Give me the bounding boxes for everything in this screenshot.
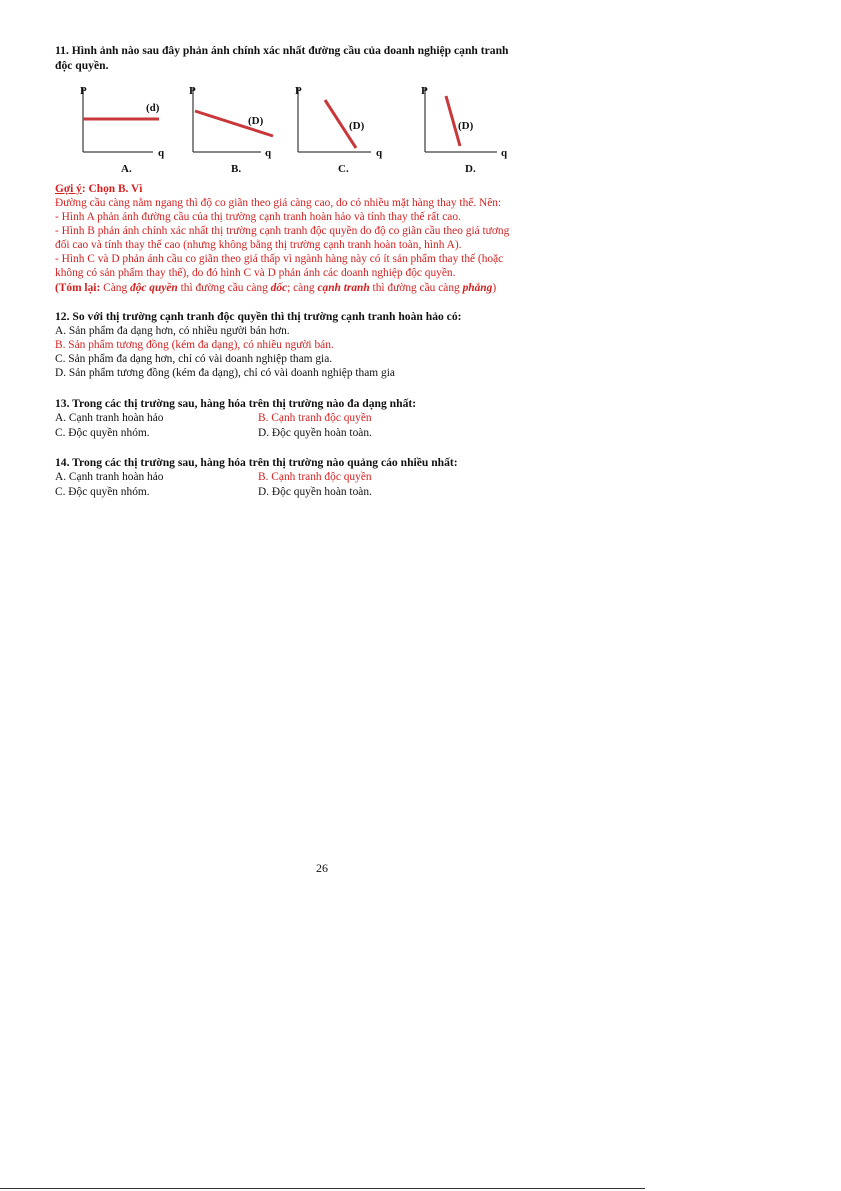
q14-title: 14. Trong các thị trường sau, hàng hóa trên thị trường nào quảng cáo nhiều nhất: [55,456,458,469]
summary-emph-4: phẳng [462,282,493,294]
footer-rule [0,1188,645,1189]
summary-emph-2: dốc [270,282,288,294]
q11-hint-heading [55,182,142,196]
q11-hint-line5: - Hình C và D phản ánh cầu co giãn theo giá thấp vì ngành hàng này có ít sản phẩm thay thế (hoặc [55,253,504,265]
summary-text-3: ; càng [287,282,318,294]
q11-hint-line3: - Hình B phản ánh chính xác nhất thị trường cạnh tranh độc quyền do độ co giãn cầu theo giá tương [55,225,510,237]
summary-text-1: Càng [100,282,130,294]
figure-a-q-label: q [158,147,165,159]
figure-d-q-label: q [501,147,508,159]
q12-option-a: A. Sản phẩm đa dạng hơn, có nhiều người bán hơn. [55,325,290,337]
figure-b-caption: B. [231,163,242,175]
q13-option-b: B. Cạnh tranh độc quyền [258,412,372,424]
summary-label: (Tóm lại: [55,282,101,294]
figure-d [421,85,508,175]
figure-b-q-label: q [265,147,272,159]
q11-hint-line6: không có sản phẩm thay thế), do đó hình C và D phản ánh các doanh nghiệp độc quyền. [55,267,456,279]
summary-emph-3: cạnh tranh [317,282,370,294]
figure-a [80,85,165,175]
q11-hint-line4: đối cao và tính thay thế cao (nhưng không bằng thị trường cạnh tranh hoàn toàn, hình A). [55,239,462,251]
figure-a-caption: A. [121,163,132,175]
q13-option-d: D. Độc quyền hoàn toàn. [258,427,372,439]
q12-title: 12. So với thị trường cạnh tranh độc quyền thì thị trường cạnh tranh hoàn hảo có: [55,310,462,323]
q11-demand-figures [55,82,535,178]
summary-text-5: ) [492,282,497,294]
q12-option-c: C. Sản phẩm đa dạng hơn, chỉ có vài doanh nghiệp tham gia. [55,353,333,365]
figure-b [189,85,273,175]
hint-answer: : Chọn B. Vì [81,183,143,195]
page-number: 26 [316,861,328,875]
q14-option-c: C. Độc quyền nhóm. [55,486,150,498]
figure-c [295,85,383,175]
figure-a-curve-label: (d) [146,102,160,114]
summary-emph-1: độc quyền [130,282,178,294]
q11-hint-line2: - Hình A phản ánh đường cầu của thị trường cạnh tranh hoàn hảo và tính thay thế rất cao. [55,211,461,223]
q14-option-a: A. Cạnh tranh hoàn hảo [55,471,164,483]
figure-c-caption: C. [338,163,349,175]
figure-c-p-label: P [295,85,302,97]
figure-d-p-label: P [421,85,428,97]
hint-label: Gợi ý [55,183,82,195]
q11-hint-line1: Đường cầu càng nằm ngang thì độ co giãn theo giá càng cao, do có nhiều mặt hàng thay thế. Nên: [55,197,502,209]
figure-b-p-label: P [189,85,196,97]
q11-title-line2: độc quyền. [55,59,109,72]
q13-option-a: A. Cạnh tranh hoàn hảo [55,412,164,424]
q12-option-d: D. Sản phẩm tương đồng (kém đa dạng), chỉ có vài doanh nghiệp tham gia [55,367,395,379]
q12-option-b: B. Sản phẩm tương đồng (kém đa dạng), có nhiều người bán. [55,339,334,351]
figure-c-q-label: q [376,147,383,159]
q11-summary [55,281,496,295]
figure-d-caption: D. [465,163,476,175]
q14-option-b: B. Cạnh tranh độc quyền [258,471,372,483]
q13-option-c: C. Độc quyền nhóm. [55,427,150,439]
figure-c-curve-label: (D) [349,120,365,132]
q13-title: 13. Trong các thị trường sau, hàng hóa trên thị trường nào đa dạng nhất: [55,397,417,410]
figure-a-p-label: P [80,85,87,97]
q14-option-d: D. Độc quyền hoàn toàn. [258,486,372,498]
figure-b-curve-label: (D) [248,115,264,127]
demand-curves-svg [55,82,535,178]
summary-text-2: thì đường cầu càng [177,282,271,294]
q11-title-line1: 11. Hình ảnh nào sau đây phản ánh chính xác nhất đường cầu của doanh nghiệp cạnh tranh [55,44,509,57]
summary-text-4: thì đường cầu càng [369,282,463,294]
figure-d-curve-label: (D) [458,120,474,132]
